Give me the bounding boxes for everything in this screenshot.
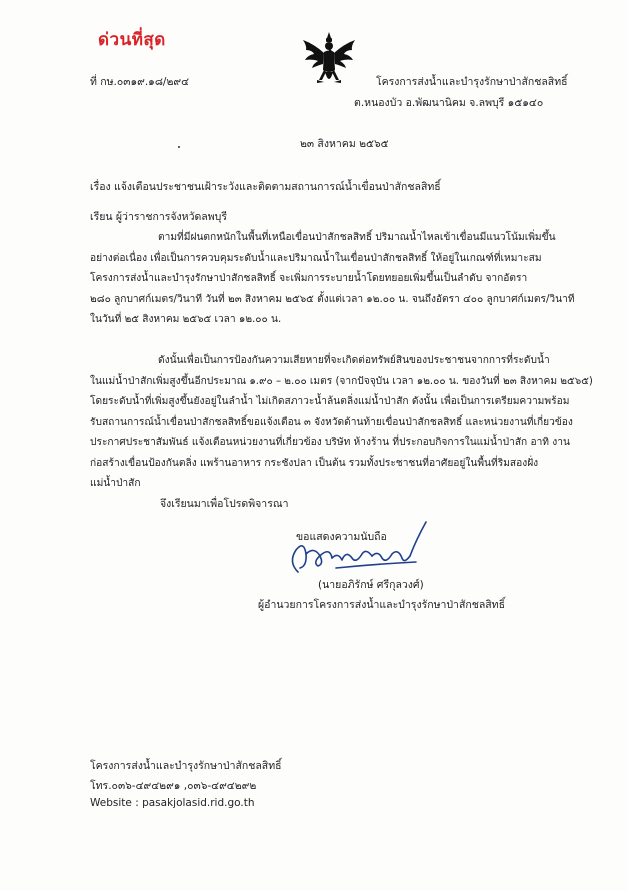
footer-phone: โทร.๐๓๖-๔๙๔๒๙๑ ,๐๓๖-๔๙๔๒๙๒ [90,780,257,792]
signer-name: (นายอภิรักษ์ ศรีกุลวงศ์) [318,579,424,591]
sender-address: ต.หนองบัว อ.พัฒนานิคม จ.ลพบุรี ๑๕๑๔๐ [354,97,544,109]
urgency-stamp: ด่วนที่สุด [98,30,166,50]
paragraph-line: ประกาศประชาสัมพันธ์ แจ้งเตือนหน่วยงานที่เกี่ยวข้อง บริษัท ห้างร้าน ที่ประกอบกิจการในแม่น้ำป่าสัก อาทิ งาน [90,437,570,448]
letter-date: ๒๓ สิงหาคม ๒๕๖๕ [300,138,389,150]
signer-position: ผู้อำนวยการโครงการส่งน้ำและบำรุงรักษาป่าสักชลสิทธิ์ [258,599,506,611]
footer-website: Website : pasakjolasid.rid.go.th [90,797,255,809]
body-paragraph-1 [90,228,575,331]
sender-org: โครงการส่งน้ำและบำรุงรักษาป่าสักชลสิทธิ์ [376,76,568,88]
paragraph-line: ก่อสร้างเขื่อนป้องกันตลิ่ง แพร้านอาหาร กระชังปลา เป็นต้น รวมทั้งประชาชนที่อาศัยอยู่ในพื้นที่ริมสองฝั่ง [90,457,539,469]
handwritten-signature [276,510,436,580]
ink-dot [178,146,180,148]
body-paragraph-2 [90,351,593,495]
paragraph-line: ตามที่มีฝนตกหนักในพื้นที่เหนือเขื่อนป่าสักชลสิทธิ์ ปริมาณน้ำไหลเข้าเขื่อนมีแนวโน้มเพิ่มขึ้น [158,232,556,243]
subject-line: เรื่อง แจ้งเตือนประชาชนเฝ้าระวังและติดตามสถานการณ์น้ำเขื่อนป่าสักชลสิทธิ์ [90,181,441,193]
reference-number: ที่ กษ.๐๓๑๙.๑๘/๒๙๔ [90,76,190,88]
paragraph-line: ดังนั้นเพื่อเป็นการป้องกันความเสียหายที่จะเกิดต่อทรัพย์สินของประชาชนจากการที่ระดับน้ำ [158,355,550,366]
garuda-emblem-icon [300,30,358,90]
paragraph-line: อย่างต่อเนื่อง เพื่อเป็นการควบคุมระดับน้ำและปริมาณน้ำในเขื่อนป่าสักชลสิทธิ์ ให้อยู่ในเกณฑ์ที่เหมาะสม [90,252,542,264]
paragraph-line: รับสถานการณ์น้ำเขื่อนป่าสักชลสิทธิ์ขอแจ้งเตือน ๓ จังหวัดด้านท้ายเขื่อนป่าสักชลสิทธิ์ และหน่วยงานที่เกี่ยวข้อง [90,416,573,428]
closing-line: จึงเรียนมาเพื่อโปรดพิจารณา [160,498,289,510]
paragraph-line: โดยระดับน้ำที่เพิ่มสูงขึ้นยังอยู่ในลำน้ำ ไม่เกิดสภาวะน้ำล้นตลิ่งแม่น้ำป่าสัก ดังนั้น เพื่อเป็นการเตรียมความพร้อม [90,396,570,407]
paragraph-line: โครงการส่งน้ำและบำรุงรักษาป่าสักชลสิทธิ์ จะเพิ่มการระบายน้ำโดยทยอยเพิ่มขึ้นเป็นลำดับ จากอัตรา [90,273,528,284]
paragraph-line: ในวันที่ ๒๕ สิงหาคม ๒๕๖๕ เวลา ๑๒.๐๐ น. [90,314,282,325]
paragraph-line: ในแม่น้ำป่าสักเพิ่มสูงขึ้นอีกประมาณ ๑.๙๐ – ๒.๐๐ เมตร (จากปัจจุบัน เวลา ๑๒.๐๐ น. ของวันที่ ๒๓ สิงหาคม ๒๕๖๕) [90,375,593,387]
recipient-line: เรียน ผู้ว่าราชการจังหวัดลพบุรี [90,211,227,223]
respect-line: ขอแสดงความนับถือ [296,531,387,543]
footer-org: โครงการส่งน้ำและบำรุงรักษาป่าสักชลสิทธิ์ [90,760,282,772]
paragraph-line: ๒๘๐ ลูกบาศก์เมตร/วินาที วันที่ ๒๓ สิงหาคม ๒๕๖๕ ตั้งแต่เวลา ๑๒.๐๐ น. จนถึงอัตรา ๔๐๐ ลูกบาศก์เมตร/วินาที [90,293,575,305]
paragraph-line: แม่น้ำป่าสัก [90,478,141,489]
